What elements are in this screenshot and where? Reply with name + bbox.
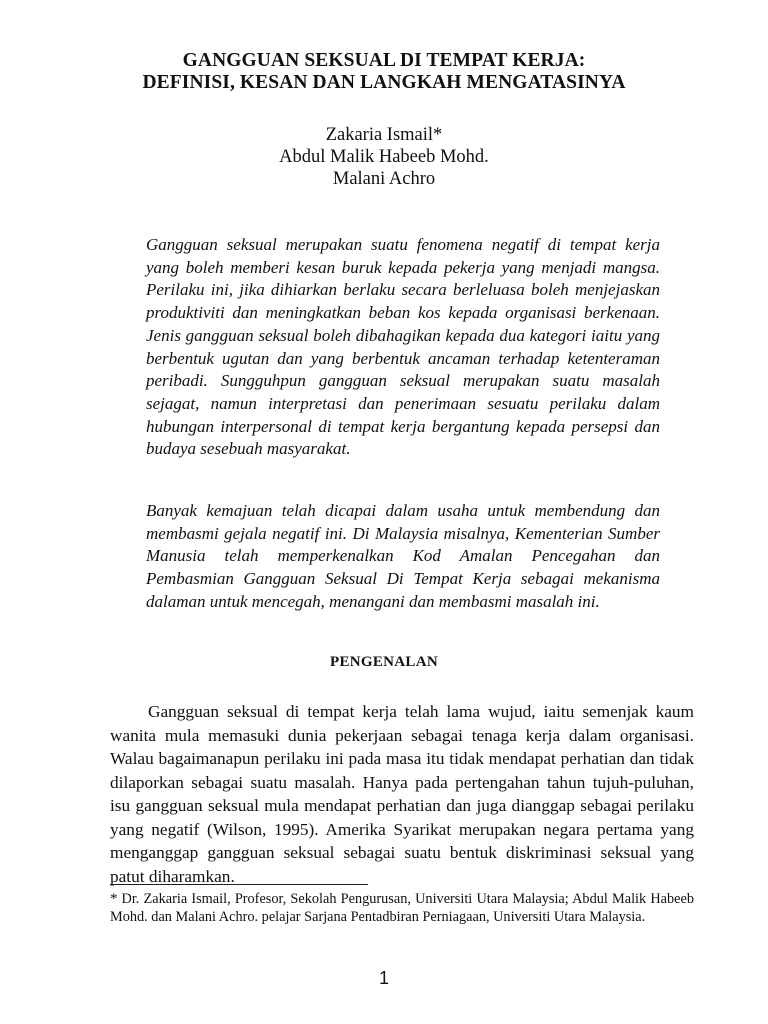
abstract-text: Banyak kemajuan telah dicapai dalam usaha untuk membendung dan membasmi gejala negatif ini. Di Malaysia misalnya, Kementerian Sumber Manusia telah memperkenalkan Kod Amalan Pencegahan dan Pembasmian Gangguan Seksual Di Tempat Kerja sebagai mekanisma dalaman untuk mencegah, menangani dan membasmi masalah ini. <box>146 501 660 611</box>
page-number: 1 <box>378 968 389 988</box>
title-line-1: GANGGUAN SEKSUAL DI TEMPAT KERJA: <box>182 50 586 71</box>
abstract-paragraph-1 <box>146 234 660 461</box>
author-list <box>40 124 728 190</box>
author-name: Zakaria Ismail* <box>325 125 443 145</box>
paper-title <box>40 50 728 94</box>
body-paragraph: Gangguan seksual di tempat kerja telah lama wujud, iaitu semenjak kaum wanita mula memasuki dunia pekerjaan sebagai tenaga kerja dalam organisasi. Walau bagaimanapun perilaku ini pada masa itu tidak mendapat perhatian dan tidak dilaporkan sebagai suatu masalah. Hanya pada pertengahan tahun tujuh-puluhan, isu gangguan seksual mula mendapat perhatian dan juga dianggap sebagai perilaku yang negatif (Wilson, 1995). Amerika Syarikat merupakan negara pertama yang menganggap gangguan seksual sebagai suatu bentuk diskriminasi seksual yang patut diharamkan. <box>110 702 694 886</box>
title-line-2: DEFINISI, KESAN DAN LANGKAH MENGATASINYA <box>142 72 626 93</box>
footnote <box>110 891 694 926</box>
footnote-text: Dr. Zakaria Ismail, Profesor, Sekolah Pengurusan, Universiti Utara Malaysia; Abdul Malik Habeeb Mohd. dan Malani Achro. pelajar Sarjana Pentadbiran Perniagaan, Universiti Utara Malaysia. <box>110 891 694 925</box>
author-name: Malani Achro <box>332 169 436 189</box>
author-name: Abdul Malik Habeeb Mohd. <box>279 147 489 167</box>
footnote-mark: * <box>110 891 118 907</box>
abstract-text: Gangguan seksual merupakan suatu fenomena negatif di tempat kerja yang boleh memberi kesan buruk kepada pekerja yang menjadi mangsa. Perilaku ini, jika dihiarkan berlaku secara berleluasa boleh menjejaskan produktiviti dan meningkatkan beban kos kepada organisasi berkenaan. Jenis gangguan seksual boleh dibahagikan kepada dua kategori iaitu yang berbentuk ugutan dan yang berbentuk ancaman terhadap ketenteraman peribadi. Sungguhpun gangguan seksual merupakan suatu masalah sejagat, namun interpretasi dan penerimaan sesuatu perilaku dalam hubungan interpersonal di tempat kerja bergantung kepada persepsi dan budaya sesebuah masyarakat. <box>146 235 660 459</box>
abstract-paragraph-2 <box>146 500 660 614</box>
section-heading: PENGENALAN <box>329 654 438 670</box>
footnote-divider <box>110 884 368 885</box>
